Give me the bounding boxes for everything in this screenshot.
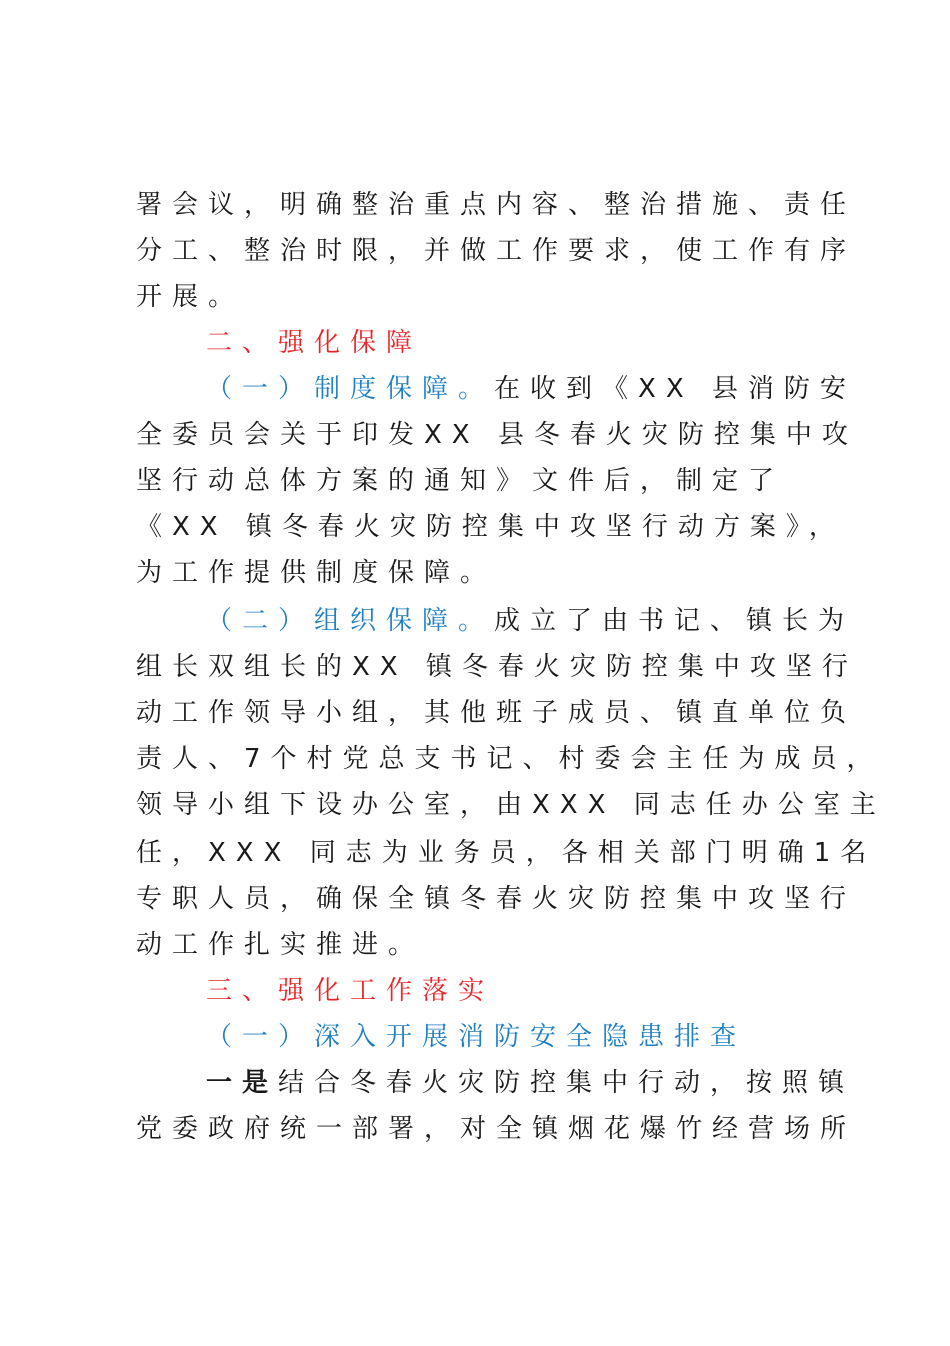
subheading-text: （一）深入开展消防安全隐患排查 [206, 1022, 747, 1052]
paragraph-line [136, 876, 857, 922]
paragraph-line [136, 736, 883, 782]
text: 专职人员，确保全镇冬春火灾防控集中攻坚行 [136, 884, 857, 914]
text: 为工作提供制度保障。 [136, 558, 497, 588]
paragraph-line [136, 782, 886, 828]
section-heading-2 [206, 320, 906, 366]
paragraph-line [136, 690, 857, 736]
subheading-organization-guarantee: （二）组织保障。 [206, 606, 495, 636]
text: 全委员会关于印发XX 县冬春火灾防控集中攻 [136, 420, 858, 450]
paragraph-line [136, 412, 858, 458]
text: 成立了由书记、镇长为 [494, 606, 855, 636]
text: 任，XXX 同志为业务员，各相关部门明确1名 [136, 838, 877, 868]
paragraph-line [206, 1060, 906, 1106]
paragraph-line [136, 550, 836, 596]
text: 党委政府统一部署，对全镇烟花爆竹经营场所 [136, 1114, 857, 1144]
paragraph-line [136, 458, 836, 504]
heading-text: 三、强化工作落实 [206, 976, 495, 1006]
paragraph-line [136, 274, 836, 320]
heading-text: 二、强化保障 [206, 328, 423, 358]
subsection-1-line [206, 366, 906, 412]
subsection-2-line [206, 598, 906, 644]
text: 动工作扎实推进。 [136, 930, 425, 960]
subheading-hazard-inspection [206, 1014, 906, 1060]
paragraph-line [136, 922, 836, 968]
text: 责人、7个村党总支书记、村委会主任为成员， [136, 744, 883, 774]
text: 组长双组长的XX 镇冬春火灾防控集中攻坚行 [136, 652, 858, 682]
text: 开展。 [136, 282, 245, 312]
text: 分工、整治时限，并做工作要求，使工作有序 [136, 236, 857, 266]
text: 结合冬春火灾防控集中行动，按照镇 [278, 1068, 855, 1098]
text: 在收到《XX 县消防安 [494, 374, 856, 404]
text: 动工作领导小组，其他班子成员、镇直单位负 [136, 698, 857, 728]
subheading-system-guarantee: （一）制度保障。 [206, 374, 495, 404]
text: 《XX 镇冬春火灾防控集中攻坚行动方案》， [136, 512, 845, 542]
text: 署会议，明确整治重点内容、整治措施、责任 [136, 190, 857, 220]
paragraph-line [136, 504, 845, 550]
paragraph-line [136, 182, 857, 228]
text: 领导小组下设办公室，由XXX 同志任办公室主 [136, 790, 886, 820]
section-heading-3 [206, 968, 906, 1014]
emphasis-first: 一是 [206, 1068, 279, 1098]
paragraph-line [136, 830, 877, 876]
paragraph-line [136, 228, 857, 274]
paragraph-line [136, 1106, 857, 1152]
text: 坚行动总体方案的通知》文件后，制定了 [136, 466, 785, 496]
paragraph-line [136, 644, 858, 690]
